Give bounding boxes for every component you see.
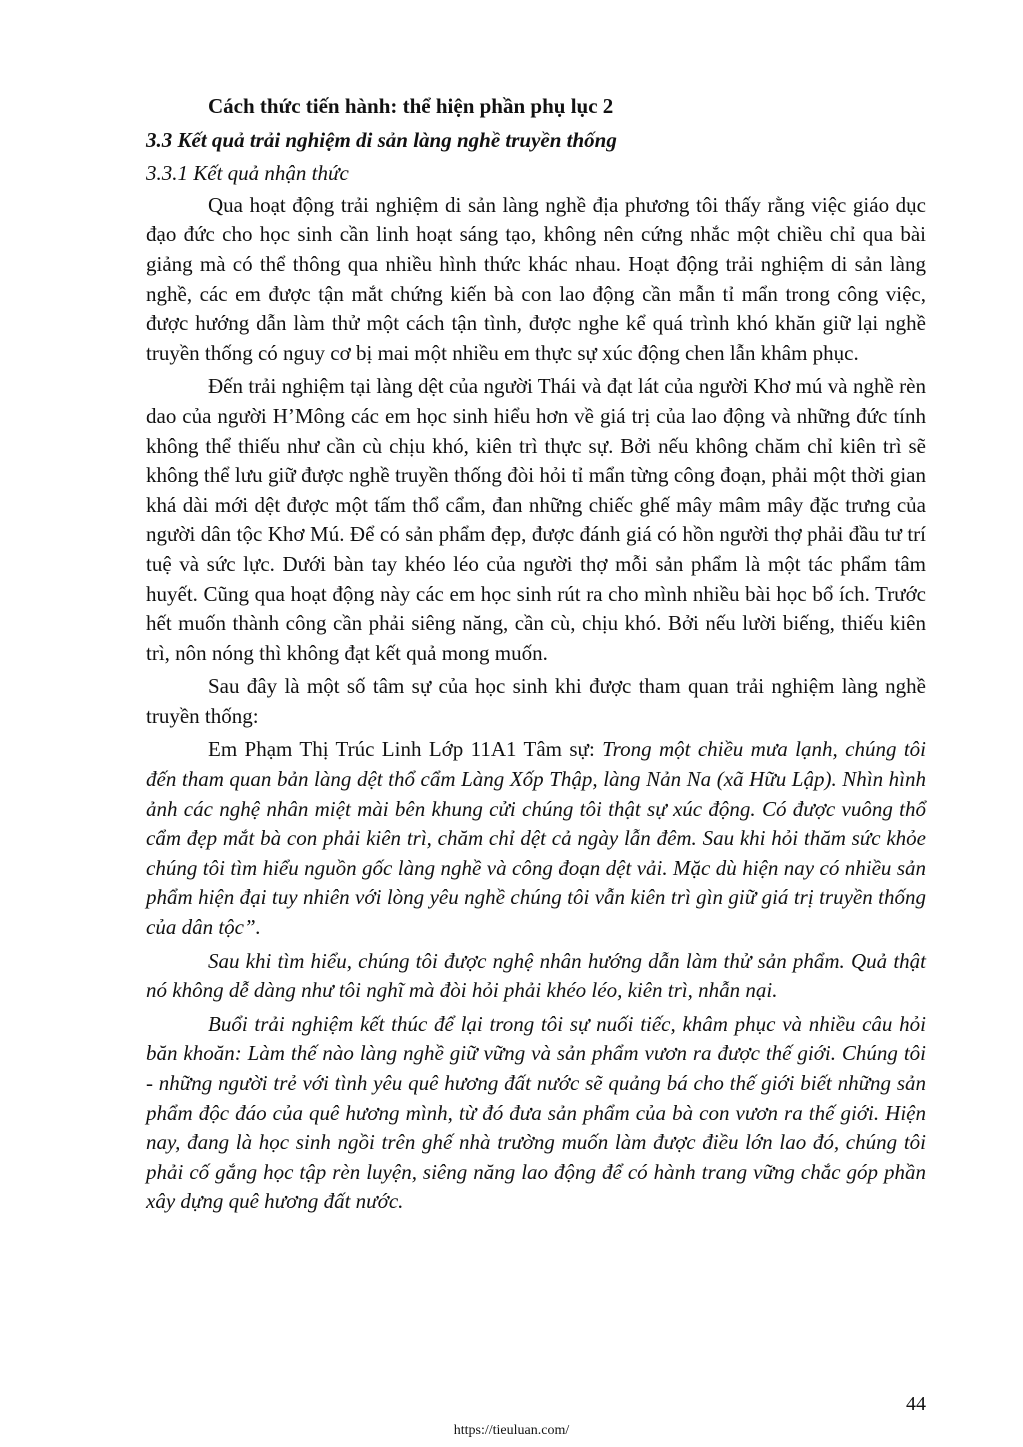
paragraph-student-quote bbox=[146, 735, 926, 942]
page-number: 44 bbox=[906, 1393, 926, 1415]
method-heading: Cách thức tiến hành: thể hiện phần phụ lục 2 bbox=[208, 94, 614, 118]
section-title: 3.3 Kết quả trải nghiệm di sản làng nghề truyền thống bbox=[146, 127, 617, 152]
paragraph-intro-quotes: Sau đây là một số tâm sự của học sinh khi được tham quan trải nghiệm làng nghề truyền thống: bbox=[146, 674, 926, 728]
paragraph-try-making: Sau khi tìm hiểu, chúng tôi được nghệ nhân hướng dẫn làm thử sản phẩm. Quả thật nó không dễ dàng như tôi nghĩ mà đòi hỏi phải khéo léo, kiên trì, nhẫn nại. bbox=[146, 948, 926, 1003]
quote-text: Trong một chiều mưa lạnh, chúng tôi đến tham quan bản làng dệt thổ cẩm Làng Xốp Thập, làng Nản Na (xã Hữu Lập). Nhìn hình ảnh các nghệ nhân miệt mài bên khung cửi chúng tôi thật sự xúc động. Có được vuông thổ cẩm đẹp mắt bà con phải kiên trì, chăm chỉ dệt cả ngày lẫn đêm. Sau khi hỏi thăm sức khỏe chúng tôi tìm hiểu nguồn gốc làng nghề và công đoạn dệt vải. Mặc dù hiện nay có nhiều sản phẩm hiện đại tuy nhiên với lòng yêu nghề chúng tôi vẫn kiên trì gìn giữ giá trị truyền thống của dân tộc”. bbox=[146, 737, 926, 940]
footer-url[interactable]: https://tieuluan.com/ bbox=[453, 1423, 570, 1438]
subsection-title: 3.3.1 Kết quả nhận thức bbox=[146, 161, 349, 186]
quote-attribution: Em Phạm Thị Trúc Linh Lớp 11A1 Tâm sự: bbox=[208, 737, 603, 762]
paragraph-conclusion: Buổi trải nghiệm kết thúc để lại trong tôi sự nuối tiếc, khâm phục và nhiều câu hỏi băn khoăn: Làm thế nào làng nghề giữ vững và sản phẩm vươn ra được thế giới. Chúng tôi - những người trẻ với tình yêu quê hương đất nước sẽ quảng bá cho thế giới biết những sản phẩm độc đáo của quê hương mình, từ đó đưa sản phẩm của bà con vươn ra thế giới. Hiện nay, đang là học sinh ngồi trên ghế nhà trường muốn làm được điều lớn lao đó, chúng tôi phải cố gắng học tập rèn luyện, siêng năng lao động để có hành trang vững chắc góp phần xây dựng quê hương đất nước. bbox=[146, 1011, 926, 1214]
paragraph-cognition: Qua hoạt động trải nghiệm di sản làng nghề địa phương tôi thấy rằng việc giáo dục đạo đức cho học sinh cần linh hoạt sáng tạo, không nên cứng nhắc một chiều chỉ qua bài giảng mà có thể thông qua nhiều hình thức khác nhau. Hoạt động trải nghiệm di sản làng nghề, các em được tận mắt chứng kiến bà con lao động cần mẫn tỉ mẩn trong công việc, được hướng dẫn làm thử một cách tận tình, được nghe kể quá trình khó khăn giữ lại nghề truyền thống có nguy cơ bị mai một nhiều em thực sự xúc động chen lẫn khâm phục. bbox=[146, 192, 926, 365]
page-body bbox=[146, 92, 926, 1217]
paragraph-villages: Đến trải nghiệm tại làng dệt của người Thái và đạt lát của người Khơ mú và nghề rèn dao của người H’Mông các em học sinh hiểu hơn về giá trị của lao động và những đức tính không thể thiếu như cần cù chịu khó, kiên trì thực sự. Bởi nếu không chăm chỉ kiên trì sẽ không thể lưu giữ được nghề truyền thống đòi hỏi tỉ mẩn từng công đoạn, phải một thời gian khá dài mới dệt được một tấm thổ cẩm, đan những chiếc ghế mây mâm mây đặc trưng của người dân tộc Khơ Mú. Để có sản phẩm đẹp, được đánh giá có hồn người thợ phải đầu tư trí tuệ và sức lực. Dưới bàn tay khéo léo của người thợ mỗi sản phẩm là một tác phẩm tâm huyết. Cũng qua hoạt động này các em học sinh rút ra cho mình nhiều bài học bổ ích. Trước hết muốn thành công cần phải siêng năng, cần cù, chịu khó. Bởi nếu lười biếng, thiếu kiên trì, nôn nóng thì không đạt kết quả mong muốn. bbox=[146, 374, 926, 665]
